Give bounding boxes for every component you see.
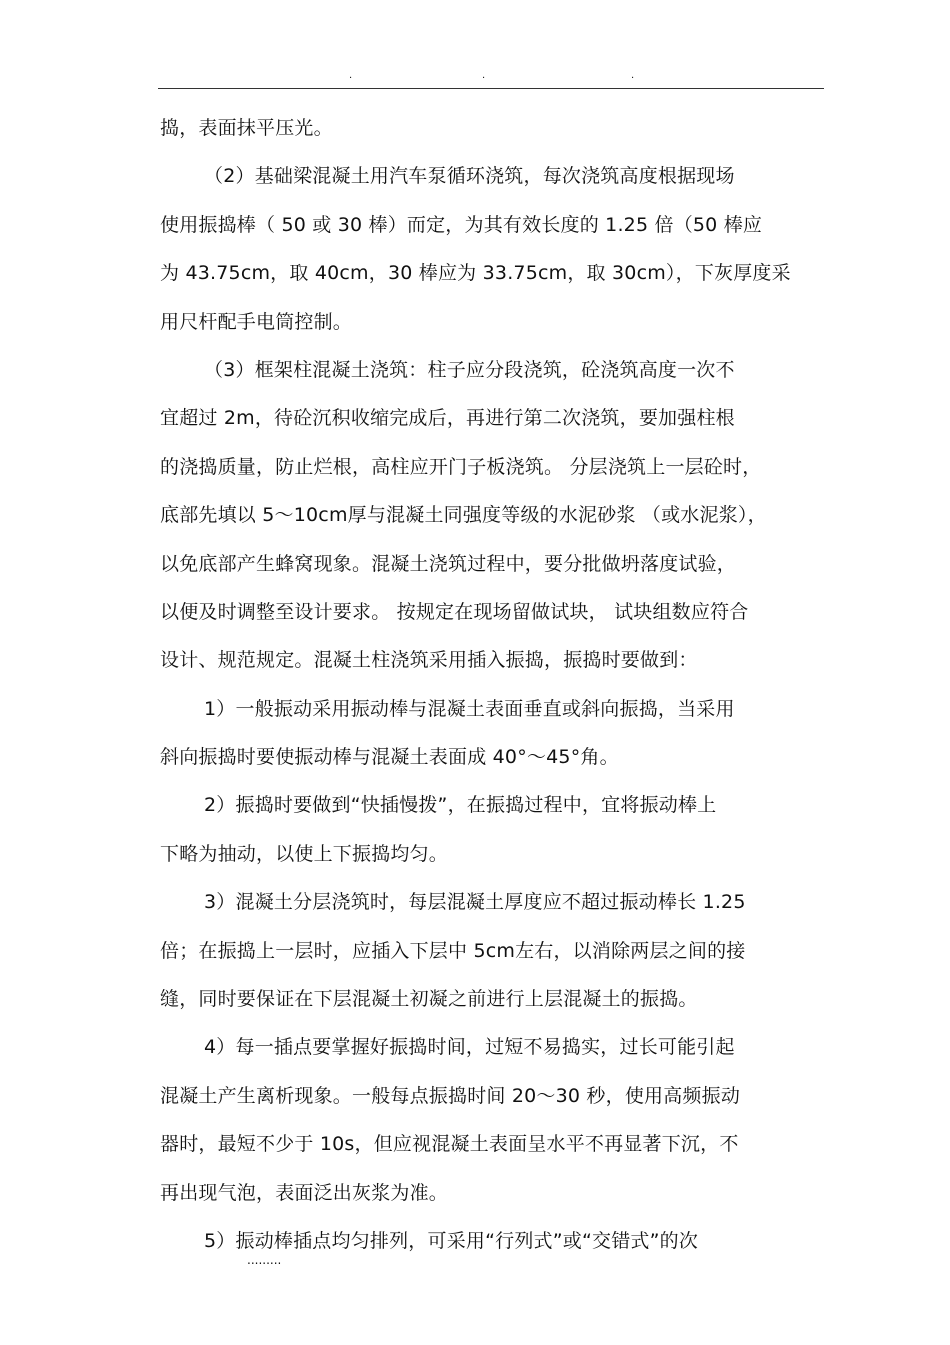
text-line: 为 43.75cm，取 40cm，30 棒应为 33.75cm，取 30cm），下灰厚度采	[160, 262, 791, 285]
header-dot: .	[349, 70, 353, 81]
header-rule	[158, 88, 824, 89]
text-line: 用尺杆配手电筒控制。	[160, 310, 353, 333]
text-line: 5）振动棒插点均匀排列，可采用“行列式”或“交错式”的次	[204, 1229, 699, 1252]
text-line: 2）振捣时要做到“快插慢拨”，在振捣过程中，宜将振动棒上	[204, 794, 717, 817]
text-line: 宜超过 2m，待砼沉积收缩完成后，再进行第二次浇筑，要加强柱根	[160, 407, 735, 430]
text-line: 的浇捣质量，防止烂根，高柱应开门子板浇筑。 分层浇筑上一层砼时，	[160, 455, 762, 478]
document-body	[160, 104, 824, 1265]
text-line: 设计、规范规定。混凝土柱浇筑采用插入振捣，振捣时要做到：	[160, 649, 698, 672]
text-line: 倍；在振捣上一层时，应插入下层中 5cm左右，以消除两层之间的接	[160, 939, 746, 962]
text-line: 4）每一插点要掌握好振捣时间，过短不易捣实，过长可能引起	[204, 1036, 735, 1059]
text-line: 缝，同时要保证在下层混凝土初凝之前进行上层混凝土的振捣。	[160, 988, 698, 1011]
text-line: （3）框架柱混凝土浇筑：柱子应分段浇筑，砼浇筑高度一次不	[204, 358, 735, 381]
text-line: 以免底部产生蜂窝现象。混凝土浇筑过程中，要分批做坍落度试验，	[160, 552, 737, 575]
text-line: （2）基础梁混凝土用汽车泵循环浇筑，每次浇筑高度根据现场	[204, 165, 735, 188]
text-line: 底部先填以 5～10cm厚与混凝土同强度等级的水泥砂浆 （或水泥浆），	[160, 504, 767, 527]
text-line: 器时，最短不少于 10s，但应视混凝土表面呈水平不再显著下沉，不	[160, 1133, 739, 1156]
text-line: 以便及时调整至设计要求。 按规定在现场留做试块， 试块组数应符合	[160, 600, 749, 623]
header-dots	[0, 70, 950, 82]
text-line: 3）混凝土分层浇筑时，每层混凝土厚度应不超过振动棒长 1.25	[204, 891, 746, 914]
text-line: 使用振捣棒（ 50 或 30 棒）而定，为其有效长度的 1.25 倍（50 棒应	[160, 213, 763, 236]
header-dot: .	[482, 70, 486, 81]
footer-dots: .........	[247, 1253, 282, 1267]
text-line: 斜向振捣时要使振动棒与混凝土表面成 40°～45°角。	[160, 746, 619, 769]
text-line: 1）一般振动采用振动棒与混凝土表面垂直或斜向振捣，当采用	[204, 697, 735, 720]
text-line: 捣，表面抹平压光。	[160, 117, 333, 139]
header-dot: .	[631, 70, 635, 81]
text-line: 混凝土产生离析现象。一般每点振捣时间 20～30 秒，使用高频振动	[160, 1084, 741, 1107]
text-line: 再出现气泡，表面泛出灰浆为准。	[160, 1181, 449, 1204]
text-line: 下略为抽动，以使上下振捣均匀。	[160, 842, 449, 865]
